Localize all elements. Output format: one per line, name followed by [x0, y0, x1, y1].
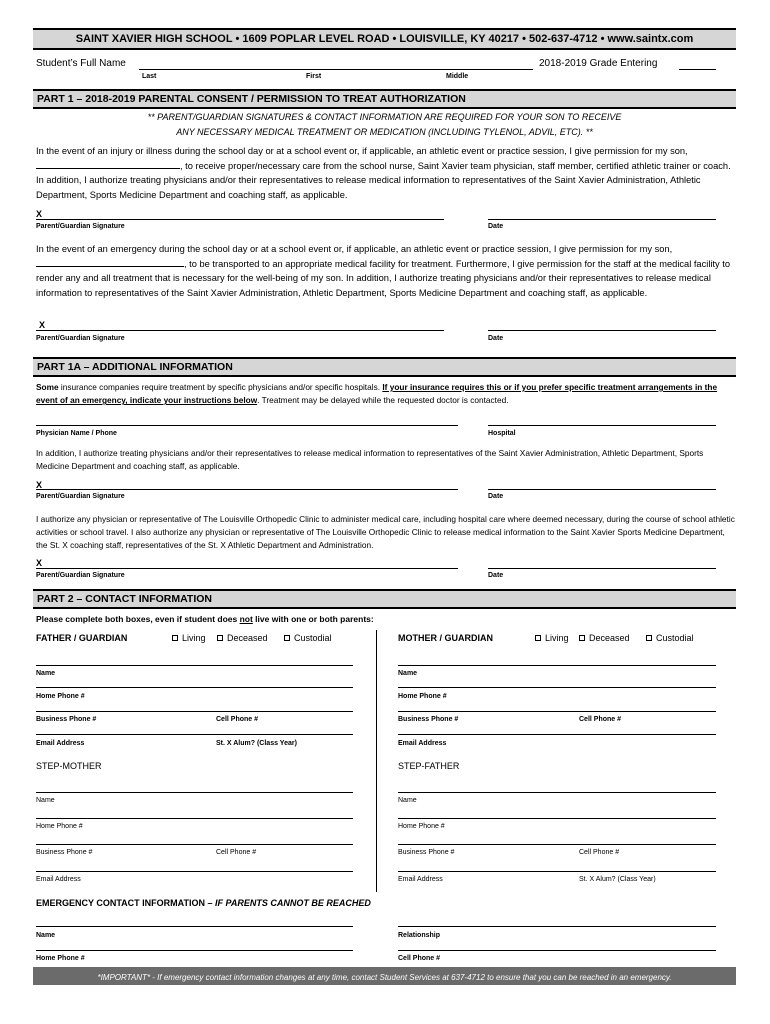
signature-x-4: X: [36, 558, 43, 568]
step-father-name-label: Name: [398, 797, 417, 804]
father-email-line[interactable]: [36, 734, 353, 735]
father-business-phone-line[interactable]: [36, 711, 353, 712]
part1a-title-bar: [33, 357, 736, 377]
part2-title: PART 2 – CONTACT INFORMATION: [37, 593, 212, 605]
father-alum-label: St. X Alum? (Class Year): [216, 740, 297, 747]
school-header-text: SAINT XAVIER HIGH SCHOOL • 1609 POPLAR LEVEL ROAD • LOUISVILLE, KY 40217 • 502-637-4712 • www.saintx.com: [75, 33, 694, 45]
mother-deceased-checkbox[interactable]: Deceased: [579, 633, 630, 643]
checkbox-icon: [284, 635, 290, 641]
student-name-field[interactable]: [139, 69, 533, 70]
part1a-insurance-paragraph: Some insurance companies require treatment by specific physicians and/or specific hospitals. If your insurance requires this or if you prefer specific treatment arrangements in the event of an emergency, indicate your instructions below. Treatment may be delayed while the requested doctor is contacted.: [36, 382, 718, 406]
emergency-name-label: Name: [36, 932, 56, 939]
contact-column-divider: [376, 630, 377, 892]
part1-title-bar: [33, 89, 736, 109]
middle-name-caption: Middle: [446, 73, 469, 80]
mother-name-label: Name: [398, 670, 418, 677]
father-email-label: Email Address: [36, 740, 85, 747]
son-name-field[interactable]: [36, 160, 180, 169]
mother-name-line[interactable]: [398, 665, 716, 666]
hospital-label: Hospital: [488, 430, 516, 437]
part1a-orthopedic-paragraph: I authorize any physician or representative of The Louisville Orthopedic Clinic to administer medical care, including hospital care where deemed necessary, during the course of school athletic activities or school travel. I also authorize any physician or representative of The Louisville Orthopedic Clinic to release medical information to the Saint Xavier Sports Medicine Department, the St. X coaching staff, representatives of the St. X Athletic Department and Administration.: [36, 514, 735, 551]
date-line-3[interactable]: [488, 489, 716, 490]
step-father-email-label: Email Address: [398, 876, 443, 883]
mother-business-phone-line[interactable]: [398, 711, 716, 712]
step-mother-business-phone-line[interactable]: [36, 844, 353, 845]
mother-home-phone-label: Home Phone #: [398, 693, 447, 700]
signature-label-3: Parent/Guardian Signature: [36, 493, 125, 500]
signature-line-2[interactable]: [36, 330, 444, 331]
student-name-label: Student’s Full Name: [36, 58, 126, 69]
father-home-phone-label: Home Phone #: [36, 693, 85, 700]
emergency-name-line[interactable]: [36, 926, 353, 927]
school-header-bar: [33, 28, 736, 50]
signature-line-3[interactable]: [36, 489, 458, 490]
step-father-email-line[interactable]: [398, 871, 716, 872]
signature-x-3: X: [36, 480, 43, 490]
emergency-cell-phone-label: Cell Phone #: [398, 955, 441, 962]
part1a-title: PART 1A – ADDITIONAL INFORMATION: [37, 361, 233, 373]
last-name-caption: Last: [142, 73, 157, 80]
father-home-phone-line[interactable]: [36, 687, 353, 688]
checkbox-icon: [535, 635, 541, 641]
checkbox-icon: [172, 635, 178, 641]
step-mother-business-phone-label: Business Phone #: [36, 849, 93, 856]
date-line-2[interactable]: [488, 330, 716, 331]
step-father-business-phone-label: Business Phone #: [398, 849, 455, 856]
signature-label-1: Parent/Guardian Signature: [36, 223, 125, 230]
part1-title: PART 1 – 2018-2019 PARENTAL CONSENT / PERMISSION TO TREAT AUTHORIZATION: [37, 93, 466, 105]
checkbox-icon: [579, 635, 585, 641]
step-father-name-line[interactable]: [398, 792, 716, 793]
signature-x-1: X: [36, 209, 43, 219]
signature-x-2: X: [39, 320, 46, 330]
step-mother-name-line[interactable]: [36, 792, 353, 793]
step-father-business-phone-line[interactable]: [398, 844, 716, 845]
footer-important-note: *IMPORTANT* - If emergency contact information changes at any time, contact Student Services at 637-4712 to ensure that you can be reached in an emergency.: [97, 973, 672, 982]
checkbox-icon: [217, 635, 223, 641]
signature-label-2: Parent/Guardian Signature: [36, 335, 125, 342]
step-father-home-phone-line[interactable]: [398, 818, 716, 819]
date-label-1: Date: [488, 223, 504, 230]
mother-home-phone-line[interactable]: [398, 687, 716, 688]
date-label-2: Date: [488, 335, 504, 342]
part1-notice-line2: ANY NECESSARY MEDICAL TREATMENT OR MEDICATION (INCLUDING TYLENOL, ADVIL, ETC). **: [176, 127, 593, 137]
emergency-relationship-label: Relationship: [398, 932, 441, 939]
physician-line[interactable]: [36, 425, 458, 426]
step-mother-home-phone-line[interactable]: [36, 818, 353, 819]
first-name-caption: First: [306, 73, 322, 80]
step-mother-name-label: Name: [36, 797, 55, 804]
mother-cell-phone-label: Cell Phone #: [579, 716, 622, 723]
step-father-cell-phone-label: Cell Phone #: [579, 849, 620, 856]
mother-email-label: Email Address: [398, 740, 447, 747]
step-mother-cell-phone-label: Cell Phone #: [216, 849, 257, 856]
emergency-contact-title: EMERGENCY CONTACT INFORMATION – IF PARENTS CANNOT BE REACHED: [36, 898, 371, 908]
emergency-home-phone-label: Home Phone #: [36, 955, 85, 962]
emergency-home-phone-line[interactable]: [36, 950, 353, 951]
hospital-line[interactable]: [488, 425, 716, 426]
emergency-cell-phone-line[interactable]: [398, 950, 716, 951]
son-name-field-2[interactable]: [36, 258, 184, 267]
father-living-checkbox[interactable]: Living: [172, 633, 206, 643]
mother-living-checkbox[interactable]: Living: [535, 633, 569, 643]
father-name-label: Name: [36, 670, 56, 677]
step-mother-email-line[interactable]: [36, 871, 353, 872]
date-line-1[interactable]: [488, 219, 716, 220]
part1-notice-line1: ** PARENT/GUARDIAN SIGNATURES & CONTACT INFORMATION ARE REQUIRED FOR YOUR SON TO RECEIVE: [147, 112, 622, 122]
emergency-relationship-line[interactable]: [398, 926, 716, 927]
father-business-phone-label: Business Phone #: [36, 716, 97, 723]
step-father-title: STEP-FATHER: [398, 761, 460, 771]
father-guardian-title: FATHER / GUARDIAN: [36, 633, 128, 643]
part2-title-bar: [33, 589, 736, 609]
part2-instructions: Please complete both boxes, even if student does not live with one or both parents:: [36, 614, 374, 624]
grade-entering-field[interactable]: [679, 69, 716, 70]
grade-entering-label: 2018-2019 Grade Entering: [539, 58, 658, 69]
part1-emergency-paragraph: In the event of an emergency during the school day or at a school event or, if applicable, an athletic event or practice session, I give permission for my son, , to be transported to an appropriate medical facility for treatment. Furthermore, I give permission for the staff at the medical facility to render any and all treatment that is necessary for the well-being of my son. In addition, I authorize treating physicians and/or their representatives to release medical information to representatives of the Saint Xavier Administration, Athletic Department, Sports Medicine Department and coaching staff, as applicable.: [36, 244, 731, 298]
part1-consent-paragraph: In the event of an injury or illness during the school day or at a school event or, if applicable, an athletic event or practice session, I give permission for my son, , to receive proper/necessary care from the school nurse, Saint Xavier team physician, staff member, certified athletic trainer or coach. In addition, I authorize treating physicians and/or their representatives to release medical information to representatives of the Saint Xavier Administration, Athletic Department, Sports Medicine Department and coaching staff, as applicable.: [36, 146, 731, 200]
signature-line-1[interactable]: [36, 219, 444, 220]
step-mother-email-label: Email Address: [36, 876, 81, 883]
date-line-4[interactable]: [488, 568, 716, 569]
footer-important-bar: [33, 967, 736, 985]
physician-label: Physician Name / Phone: [36, 430, 117, 437]
step-father-home-phone-label: Home Phone #: [398, 823, 445, 830]
father-custodial-checkbox[interactable]: Custodial: [284, 633, 332, 643]
father-cell-phone-label: Cell Phone #: [216, 716, 259, 723]
date-label-3: Date: [488, 493, 504, 500]
mother-email-line[interactable]: [398, 734, 716, 735]
date-label-4: Date: [488, 572, 504, 579]
mother-business-phone-label: Business Phone #: [398, 716, 459, 723]
checkbox-icon: [646, 635, 652, 641]
step-mother-title: STEP-MOTHER: [36, 761, 102, 771]
signature-label-4: Parent/Guardian Signature: [36, 572, 125, 579]
part1a-release-paragraph: In addition, I authorize treating physicians and/or their representatives to release medical information to representatives of the Saint Xavier Administration, Athletic Department, Sports Medicine Department and coaching staff, as applicable.: [36, 448, 704, 472]
step-father-alum-label: St. X Alum? (Class Year): [579, 876, 656, 883]
mother-custodial-checkbox[interactable]: Custodial: [646, 633, 694, 643]
signature-line-4[interactable]: [36, 568, 458, 569]
father-name-line[interactable]: [36, 665, 353, 666]
father-deceased-checkbox[interactable]: Deceased: [217, 633, 268, 643]
step-mother-home-phone-label: Home Phone #: [36, 823, 83, 830]
mother-guardian-title: MOTHER / GUARDIAN: [398, 633, 493, 643]
